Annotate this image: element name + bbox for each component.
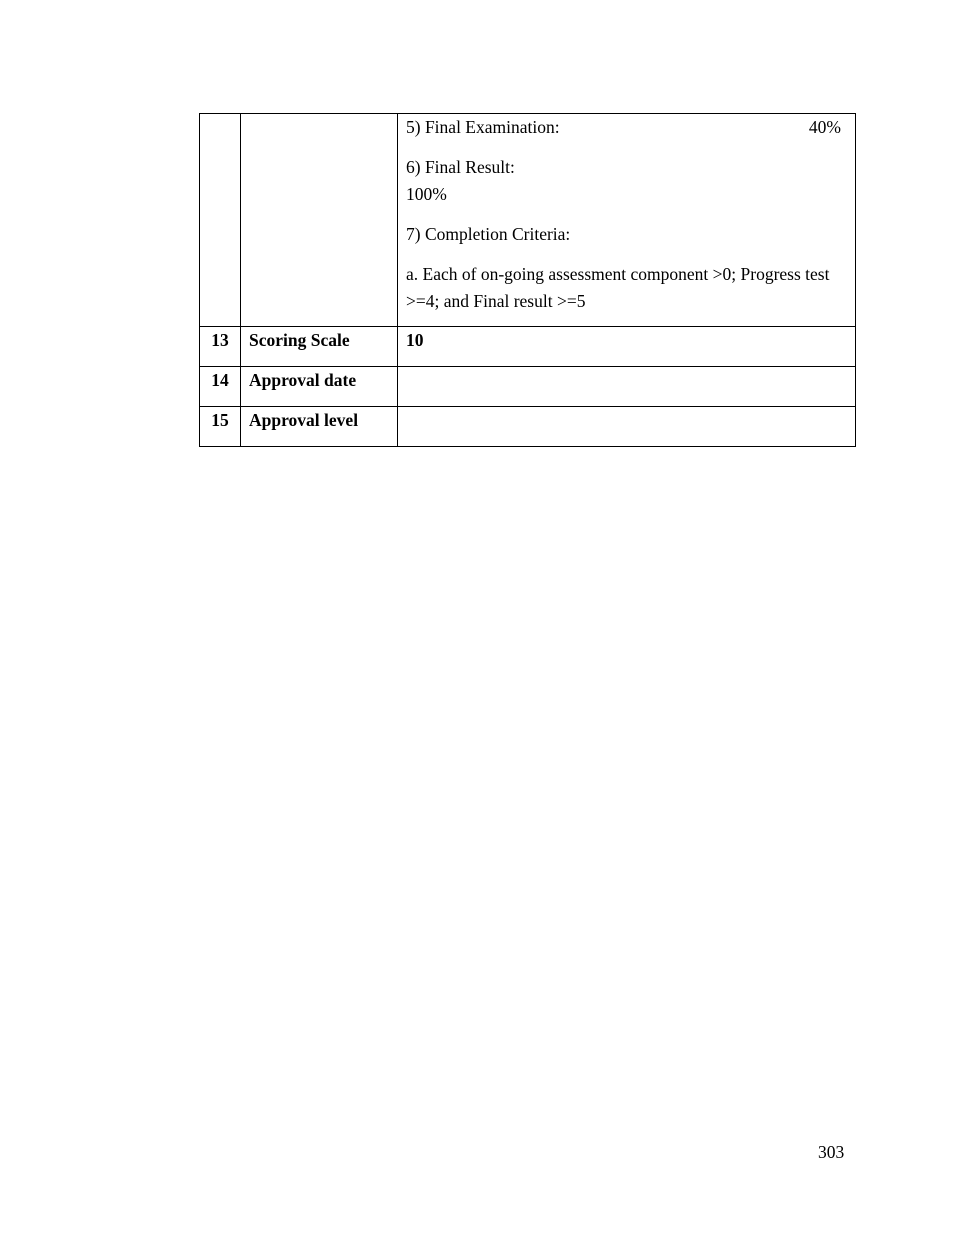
approval-date-value — [398, 367, 856, 407]
row-number-cell — [200, 114, 241, 327]
table-row — [200, 407, 856, 447]
final-examination-label: 5) Final Examination: — [406, 117, 560, 137]
syllabus-table — [199, 113, 856, 447]
final-result-value: 100% — [406, 184, 447, 204]
row-label-cell — [241, 114, 398, 327]
table-row — [200, 367, 856, 407]
table-row — [200, 114, 856, 327]
scoring-scale-value: 10 — [398, 327, 856, 367]
row-label-cell: Approval level — [241, 407, 398, 447]
completion-criteria-label: 7) Completion Criteria: — [406, 224, 571, 244]
row-number-cell: 15 — [200, 407, 241, 447]
row-label-cell: Approval date — [241, 367, 398, 407]
row-label-cell: Scoring Scale — [241, 327, 398, 367]
assessment-details-cell — [398, 114, 856, 327]
final-result-block — [406, 154, 841, 208]
final-examination-line — [406, 114, 841, 141]
table-row — [200, 327, 856, 367]
row-number-cell: 14 — [200, 367, 241, 407]
page-number: 303 — [818, 1142, 845, 1162]
final-result-label: 6) Final Result: — [406, 157, 515, 177]
approval-level-value — [398, 407, 856, 447]
final-examination-value: 40% — [808, 117, 841, 137]
row-number-cell: 13 — [200, 327, 241, 367]
completion-criteria-detail: a. Each of on-going assessment component >0; Progress test >=4; and Final result >=5 — [406, 264, 830, 311]
